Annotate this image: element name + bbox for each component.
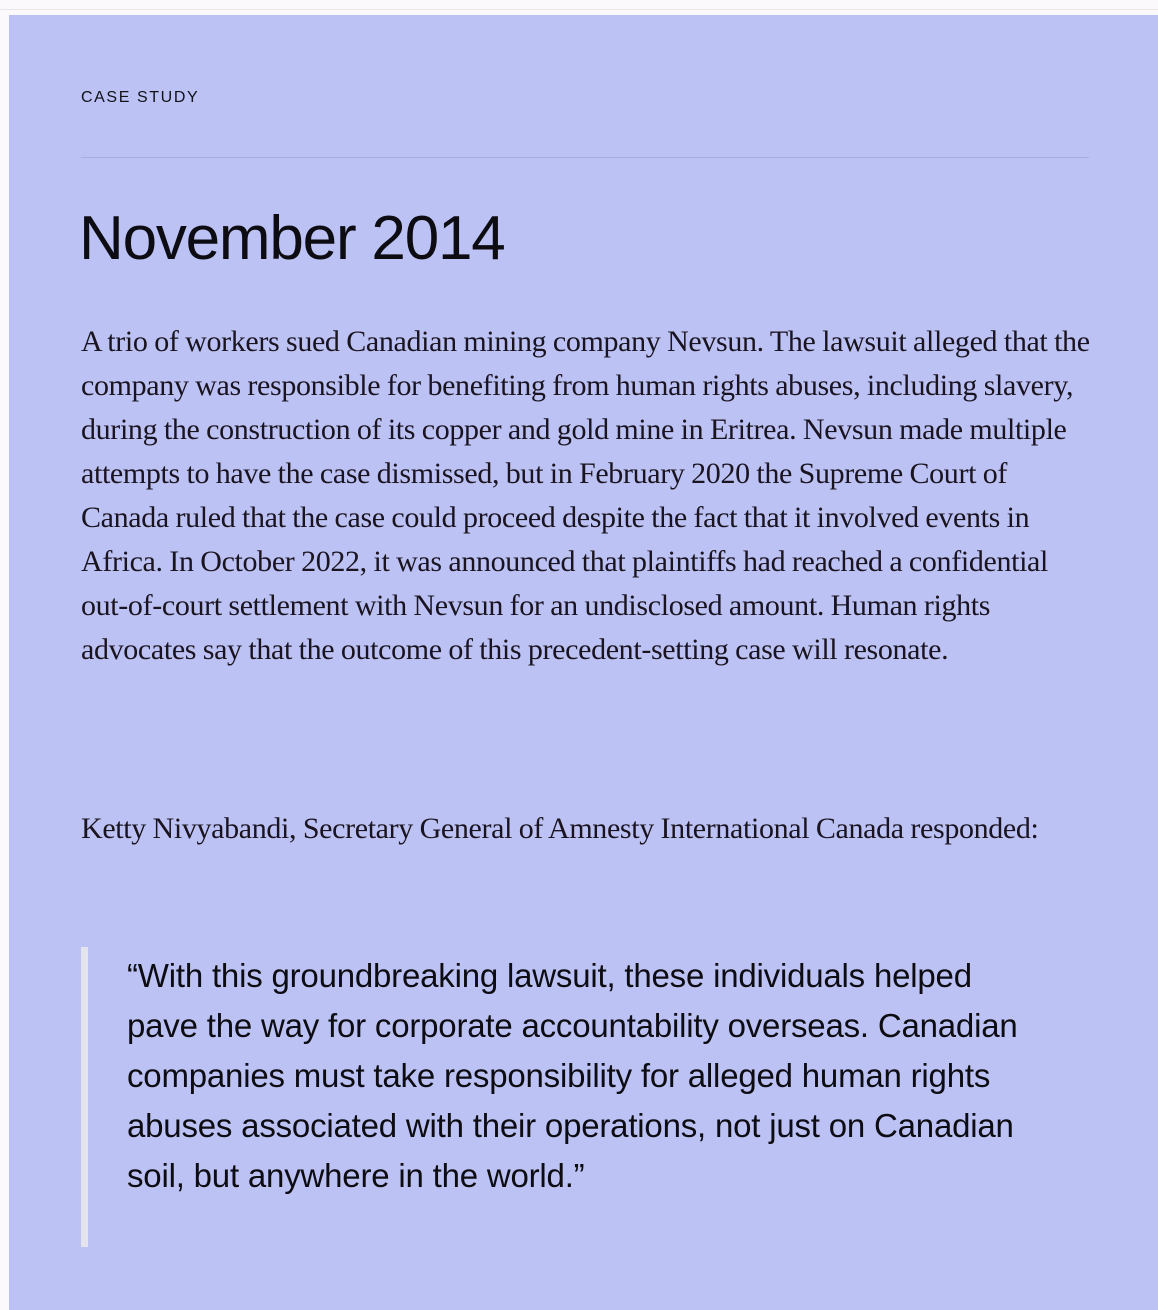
quote-accent-bar [81, 947, 88, 1247]
page-top-rule [0, 9, 1158, 10]
case-study-summary: A trio of workers sued Canadian mining company Nevsun. The lawsuit alleged that the company was responsible for benefiting from human rights abuses, including slavery, during the construction of its copper and gold mine in Eritrea. Nevsun made multiple attempts to have the case dismissed, but in February 2020 the Supreme Court of Canada ruled that the case could proceed despite the fact that it involved events in Africa. In October 2022, it was announced that plaintiffs had reached a confidential out-of-court settlement with Nevsun for an undisclosed amount. Human rights advocates say that the outcome of this precedent-setting case will resonate. [81, 325, 1090, 666]
case-study-card [9, 15, 1158, 1310]
quote-text: “With this groundbreaking lawsuit, these individuals helped pave the way for corporate accountability overseas. Canadian companies must take responsibility for alleged human rights abuses associated with their operations, not just on Canadian soil, but anywhere in the world.” [127, 957, 1018, 1194]
section-divider [81, 157, 1089, 158]
case-study-title: November 2014 [79, 204, 505, 273]
eyebrow-label: CASE STUDY [81, 89, 200, 106]
quote-attribution: Ketty Nivyabandi, Secretary General of Amnesty International Canada responded: [81, 812, 1039, 845]
